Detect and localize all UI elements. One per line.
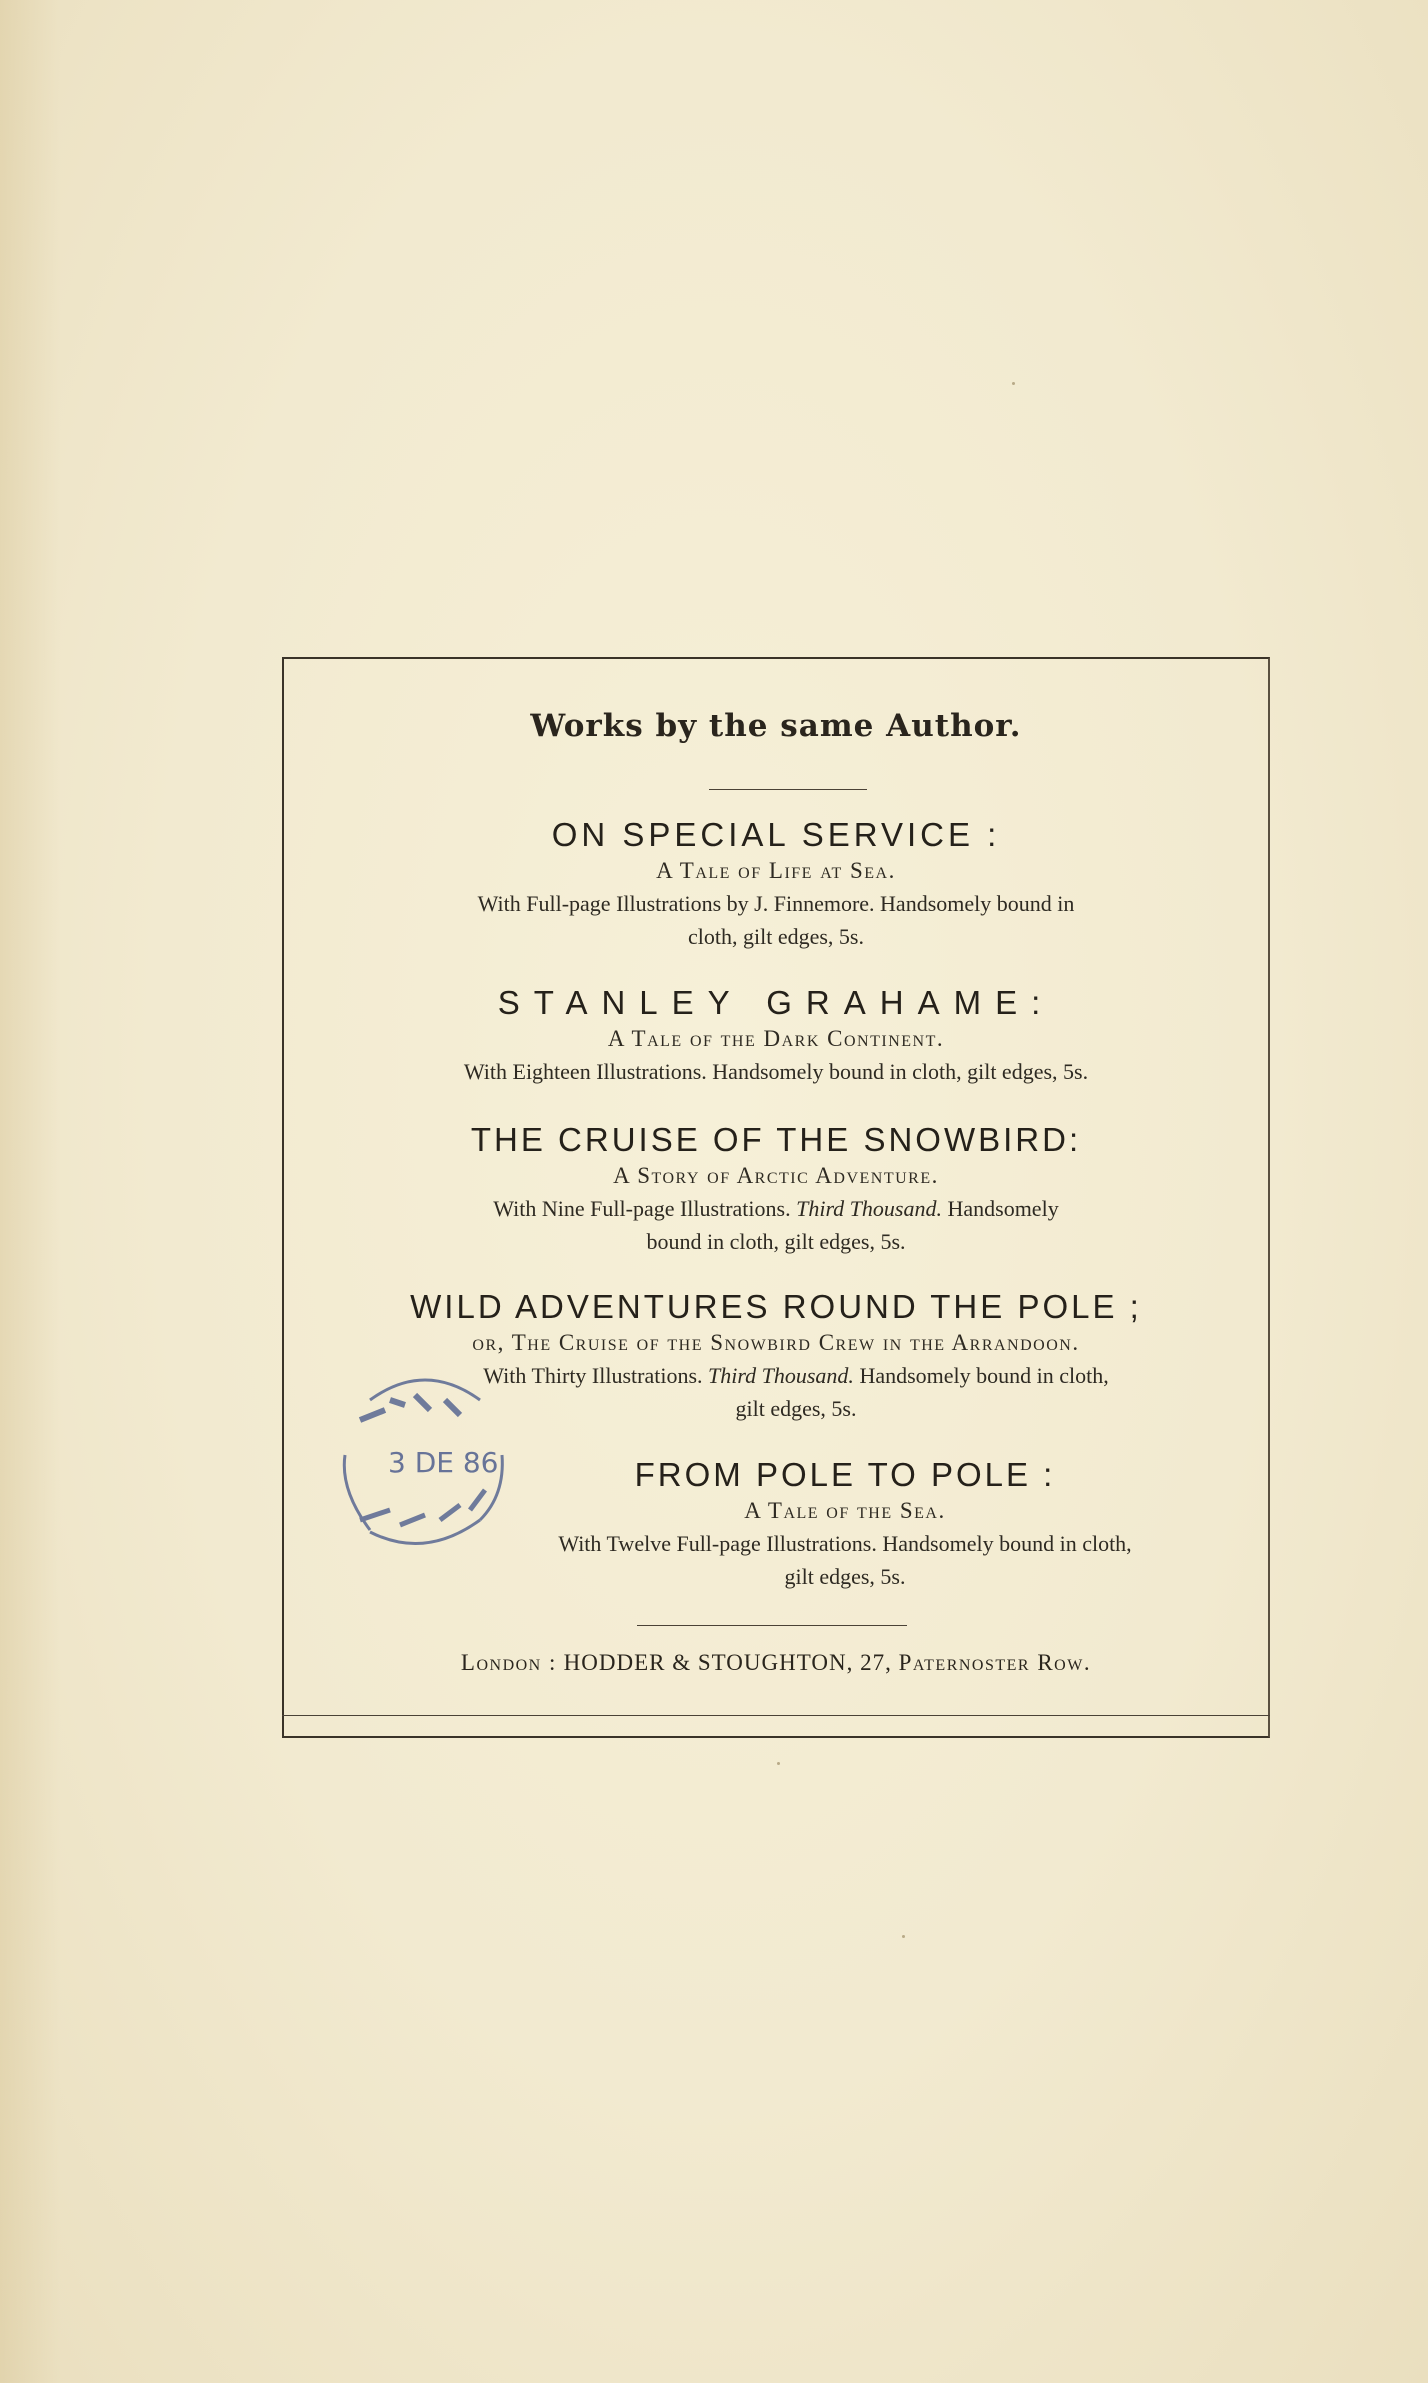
book-subtitle: A Tale of Life at Sea. xyxy=(656,858,896,883)
book-description-line: With Thirty Illustrations. Third Thousand. Handsomely bound in cloth, xyxy=(483,1363,1109,1388)
book-subtitle: A Tale of the Dark Continent. xyxy=(607,1026,945,1051)
book-description-line: With Full-page Illustrations by J. Finnemore. Handsomely bound in xyxy=(477,891,1075,916)
book-description xyxy=(282,1055,1270,1088)
footer-city: London : xyxy=(460,1650,557,1675)
stamp-date: 3 DE 86 xyxy=(388,1446,499,1479)
frame-inner-rule xyxy=(282,1715,1270,1716)
book-description xyxy=(282,887,1270,953)
section-heading: Works by the same Author. xyxy=(530,708,1022,744)
paper-speck xyxy=(902,1935,905,1938)
book-description-line: With Twelve Full-page Illustrations. Handsomely bound in cloth, xyxy=(558,1531,1132,1556)
book-title: STANLEY GRAHAME: xyxy=(497,984,1055,1021)
book-entry-stanley-grahame xyxy=(282,983,1270,1088)
book-description xyxy=(420,1527,1270,1593)
book-description-line: cloth, gilt edges, 5s. xyxy=(688,924,864,949)
book-title: WILD ADVENTURES ROUND THE POLE ; xyxy=(410,1288,1142,1325)
book-subtitle: or, The Cruise of the Snowbird Crew in the Arrandoon. xyxy=(472,1330,1080,1355)
book-description-line: With Eighteen Illustrations. Handsomely bound in cloth, gilt edges, 5s. xyxy=(463,1059,1089,1084)
book-title: THE CRUISE OF THE SNOWBIRD: xyxy=(470,1121,1082,1158)
paper-speck xyxy=(1012,382,1015,385)
footer-publisher: HODDER & STOUGHTON, 27, xyxy=(563,1650,892,1675)
footer-divider xyxy=(637,1625,907,1626)
book-subtitle: A Tale of the Sea. xyxy=(744,1498,946,1523)
footer-street: Paternoster Row. xyxy=(898,1650,1092,1675)
publisher-footer xyxy=(282,1650,1270,1676)
book-description-line: gilt edges, 5s. xyxy=(735,1396,857,1421)
page-shading xyxy=(0,0,60,2383)
book-entry-on-special-service xyxy=(282,815,1270,953)
library-stamp-icon xyxy=(330,1370,520,1555)
book-description xyxy=(282,1192,1270,1258)
book-description-line: bound in cloth, gilt edges, 5s. xyxy=(646,1229,906,1254)
book-description-line: gilt edges, 5s. xyxy=(784,1564,906,1589)
paper-speck xyxy=(777,1762,780,1765)
book-title: ON SPECIAL SERVICE : xyxy=(551,816,1001,853)
book-entry-from-pole-to-pole xyxy=(420,1455,1270,1593)
book-title: FROM POLE TO POLE : xyxy=(634,1456,1056,1493)
heading-divider xyxy=(709,789,867,790)
book-subtitle: A Story of Arctic Adventure. xyxy=(613,1163,939,1188)
book-description-line: With Nine Full-page Illustrations. Third Thousand. Handsomely xyxy=(493,1196,1059,1221)
book-entry-cruise-of-the-snowbird xyxy=(282,1120,1270,1258)
